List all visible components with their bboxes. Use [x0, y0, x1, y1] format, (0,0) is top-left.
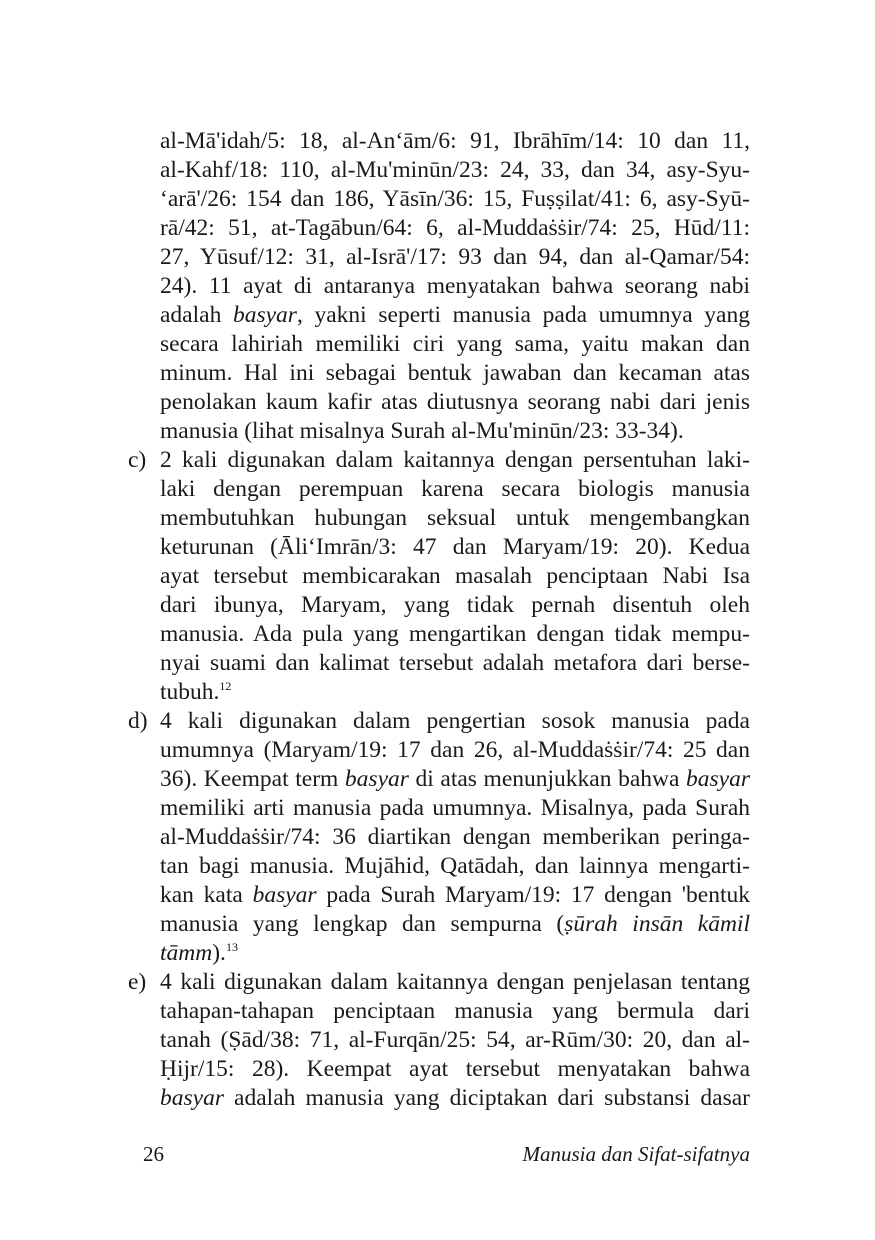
- text-line: 4 kali digunakan dalam pengertian sosok manusia pada: [160, 708, 750, 734]
- text-line: keturunan (Āli‘Imrān/3: 47 dan Maryam/19: 20). Kedua: [160, 534, 750, 560]
- page-number: 26: [143, 1142, 164, 1166]
- text-line: al-Kahf/18: 110, al-Mu'minūn/23: 24, 33, dan 34, asy-Syu-: [160, 157, 750, 183]
- text-segment: ).: [212, 940, 226, 966]
- footnote-marker[interactable]: 13: [225, 940, 238, 954]
- text-line: [160, 939, 238, 967]
- text-segment: adalah: [160, 302, 233, 328]
- text-line: 2 kali digunakan dalam kaitannya dengan persentuhan laki-: [160, 447, 750, 473]
- text-line: 24). 11 ayat di antaranya menyatakan bahwa seorang nabi: [160, 273, 750, 299]
- text-segment: tubuh.: [160, 679, 220, 705]
- list-label-e: e): [128, 969, 147, 995]
- text-line: umumnya (Maryam/19: 17 dan 26, al-Muddaṡṡir/74: 25 dan: [160, 737, 750, 763]
- text-line: [160, 678, 231, 706]
- text-line: [160, 910, 750, 938]
- text-line: tan bagi manusia. Mujāhid, Qatādah, dan lainnya mengarti-: [160, 853, 750, 879]
- text-line: manusia. Ada pula yang mengartikan dengan tidak mempu-: [160, 621, 750, 647]
- running-title: Manusia dan Sifat-sifatnya: [522, 1142, 750, 1166]
- text-segment: 36). Keempat term: [160, 766, 345, 792]
- text-line: ayat tersebut membicarakan masalah penciptaan Nabi Isa: [160, 563, 750, 589]
- italic-term: basyar: [160, 1085, 224, 1111]
- text-line: Ḥijr/15: 28). Keempat ayat tersebut menyatakan bahwa: [160, 1056, 750, 1082]
- list-label-c: c): [128, 447, 147, 473]
- text-segment: pada Surah Maryam/19: 17 dengan 'bentuk: [316, 882, 750, 908]
- text-segment: kan kata: [160, 882, 253, 908]
- text-line: minum. Hal ini sebagai bentuk jawaban dan kecaman atas: [160, 360, 750, 386]
- text-line: memiliki arti manusia pada umumnya. Misalnya, pada Surah: [160, 795, 750, 821]
- text-line: secara lahiriah memiliki ciri yang sama, yaitu makan dan: [160, 331, 750, 357]
- list-label-d: d): [128, 708, 148, 734]
- text-line: tanah (Ṣād/38: 71, al-Furqān/25: 54, ar-Rūm/30: 20, dan al-: [160, 1027, 750, 1053]
- text-line: 4 kali digunakan dalam kaitannya dengan penjelasan tentang: [160, 969, 750, 995]
- italic-term: basyar: [232, 302, 297, 328]
- text-line: al-Muddaṡṡir/74: 36 diartikan dengan memberikan peringa-: [160, 824, 750, 850]
- text-line: laki dengan perempuan karena secara biologis manusia: [160, 476, 750, 502]
- text-line: tahapan-tahapan penciptaan manusia yang bermula dari: [160, 998, 750, 1024]
- text-line: [160, 765, 750, 793]
- italic-term: basyar: [252, 882, 317, 908]
- text-line: al-Mā'idah/5: 18, al-An‘ām/6: 91, Ibrāhīm/14: 10 dan 11,: [160, 128, 750, 154]
- text-line: dari ibunya, Maryam, yang tidak pernah disentuh oleh: [160, 592, 750, 618]
- text-line: membutuhkan hubungan seksual untuk mengembangkan: [160, 505, 750, 531]
- text-line: [160, 301, 750, 329]
- text-line: rā/42: 51, at-Tagābun/64: 6, al-Muddaṡṡir/74: 25, Hūd/11:: [160, 215, 750, 241]
- italic-term: basyar: [686, 766, 750, 792]
- text-line: nyai suami dan kalimat tersebut adalah metafora dari berse-: [160, 650, 750, 676]
- italic-term: basyar: [344, 766, 409, 792]
- text-segment: adalah manusia yang diciptakan dari substansi dasar: [223, 1085, 750, 1111]
- text-line: 27, Yūsuf/12: 31, al-Isrā'/17: 93 dan 94, dan al-Qamar/54:: [160, 244, 750, 270]
- italic-term: ṣūrah insān kāmil: [564, 911, 750, 937]
- italic-term: tāmm: [160, 940, 213, 966]
- text-segment: di atas menunjukkan bahwa: [408, 766, 687, 792]
- text-line: manusia (lihat misalnya Surah al-Mu'minūn/23: 33-34).: [160, 418, 684, 444]
- text-line: penolakan kaum kafir atas diutusnya seorang nabi dari jenis: [160, 389, 750, 415]
- footnote-marker[interactable]: 12: [219, 679, 232, 693]
- text-segment: , yakni seperti manusia pada umumnya yang: [296, 302, 750, 328]
- text-line: [160, 1084, 750, 1112]
- text-line: [160, 881, 750, 909]
- text-segment: manusia yang lengkap dan sempurna (: [160, 911, 565, 937]
- text-line: ‘arā'/26: 154 dan 186, Yāsīn/36: 15, Fuṣṣilat/41: 6, asy-Syū-: [160, 186, 750, 212]
